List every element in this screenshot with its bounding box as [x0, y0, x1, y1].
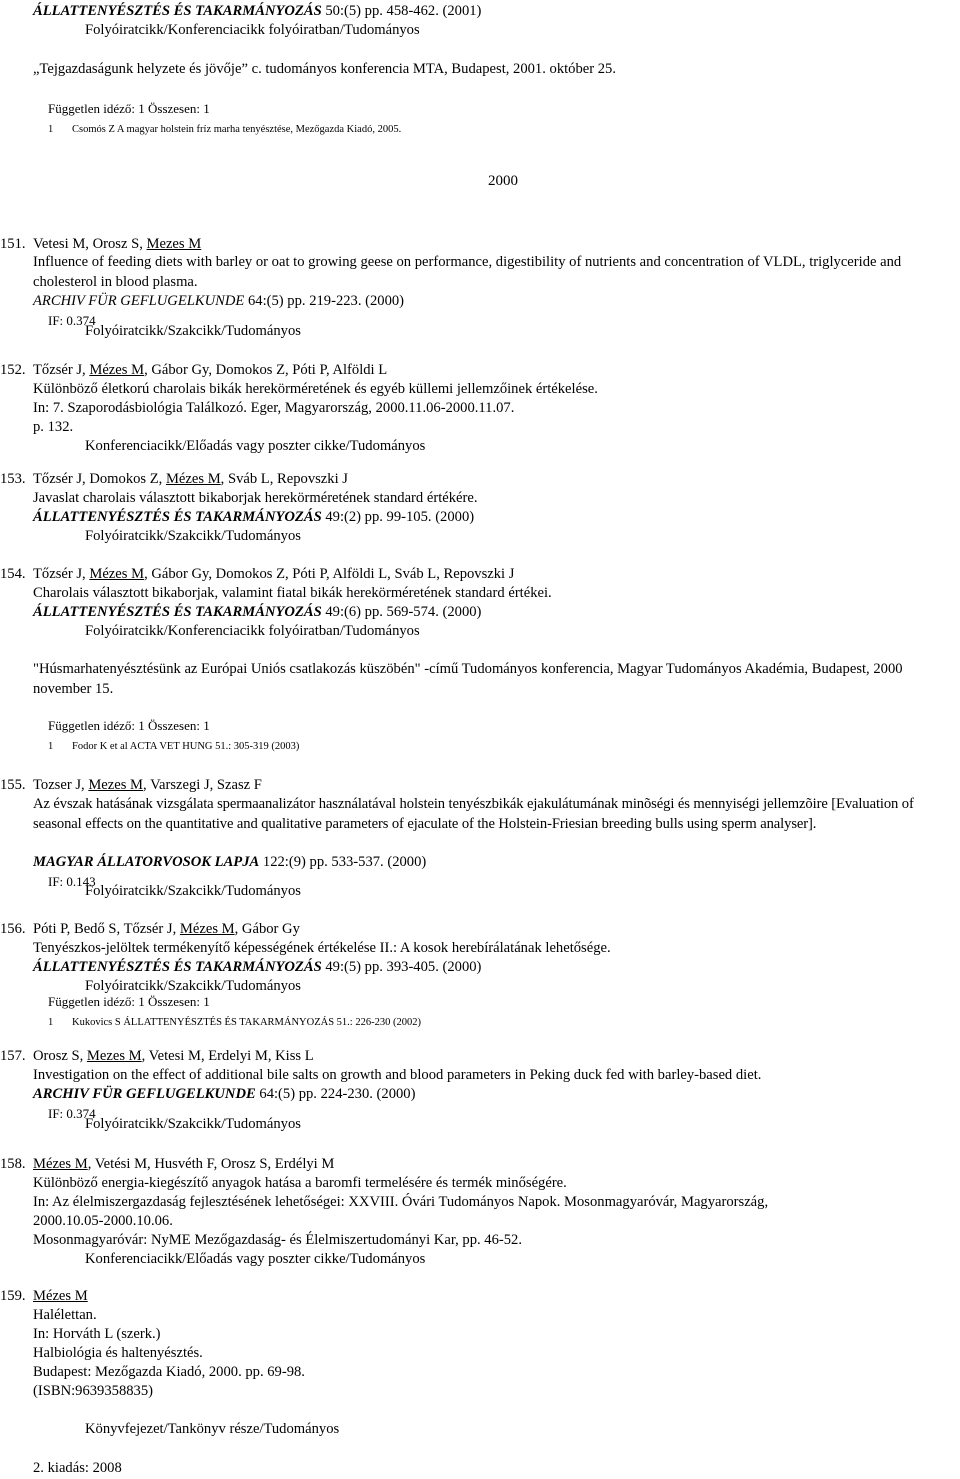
journal-line: ARCHIV FÜR GEFLUGELKUNDE 64:(5) pp. 224-230. (2000) [33, 1086, 416, 1102]
author-line: Mézes M, Vetési M, Husvéth F, Orosz S, Erdélyi M [33, 1156, 335, 1172]
entry-title: Az évszak hatásának vizsgálata spermaanalizátor használatával holstein tenyészbikák ejakulátumának minõségi és mennyiségi jellemzõire [Evaluation of seasonal effects on the quantitative and qualitative parameters of ejaculate of the Holstein-Friesian breeding bulls using sperm analyser]. [33, 796, 914, 832]
author-link[interactable]: Mezes M [146, 236, 202, 252]
isbn-line: (ISBN:9639358835) [33, 1383, 153, 1399]
date-line: 2000.10.05-2000.10.06. [33, 1213, 173, 1229]
source-line: In: Az élelmiszergazdaság fejlesztésének lehetőségei: XXVIII. Óvári Tudományos Napok. Mosonmagyaróvár, Magyarország, [33, 1194, 769, 1210]
journal-line: ÁLLATTENYÉSZTÉS ÉS TAKARMÁNYOZÁS 49:(5) pp. 393-405. (2000) [33, 959, 482, 975]
entry-title: Javaslat charolais választott bikaborjak herekörméretének standard értékére. [33, 490, 478, 506]
entry-number: 156. [0, 921, 26, 937]
author-link[interactable]: Mézes M [89, 566, 145, 582]
source-line: In: 7. Szaporodásbiológia Találkozó. Eger, Magyarország, 2000.11.06-2000.11.07. [33, 400, 515, 416]
author-link[interactable]: Mézes M [179, 921, 235, 937]
citation-header: Független idéző: 1 Összesen: 1 [48, 718, 210, 733]
publication-type: Folyóiratcikk/Konferenciacikk folyóiratban/Tudományos [85, 22, 420, 38]
journal-name: ÁLLATTENYÉSZTÉS ÉS TAKARMÁNYOZÁS [33, 3, 322, 19]
entry-title: Különböző energia-kiegészítő anyagok hatása a baromfi termelésére és termék minőségére. [33, 1175, 567, 1191]
journal-line: MAGYAR ÁLLATORVOSOK LAPJA 122:(9) pp. 533-537. (2000) [33, 854, 427, 870]
book-title: Halbiológia és haltenyésztés. [33, 1345, 203, 1361]
impact-factor: IF: 0.374 [48, 1106, 96, 1121]
author-line: Tozser J, Mezes M, Varszegi J, Szasz F [33, 777, 262, 793]
author-line: Tőzsér J, Mézes M, Gábor Gy, Domokos Z, Póti P, Alföldi L [33, 362, 388, 378]
pages-line: p. 132. [33, 419, 74, 435]
publication-type: Folyóiratcikk/Szakcikk/Tudományos [85, 1116, 301, 1132]
journal-line: ARCHIV FÜR GEFLUGELKUNDE 64:(5) pp. 219-223. (2000) [33, 293, 405, 309]
author-link[interactable]: Mézes M [33, 1156, 88, 1172]
author-line: Tőzsér J, Domokos Z, Mézes M, Sváb L, Repovszki J [33, 471, 348, 487]
publication-type: Folyóiratcikk/Szakcikk/Tudományos [85, 323, 301, 339]
citation-text: Fodor K et al ACTA VET HUNG 51.: 305-319 (2003) [72, 741, 300, 752]
publication-type: Folyóiratcikk/Szakcikk/Tudományos [85, 528, 301, 544]
publication-type: Könyvfejezet/Tankönyv része/Tudományos [85, 1421, 340, 1437]
entry-number: 152. [0, 362, 26, 378]
journal-line: ÁLLATTENYÉSZTÉS ÉS TAKARMÁNYOZÁS 50:(5) pp. 458-462. (2001) [33, 3, 482, 19]
author-line: Tőzsér J, Mézes M, Gábor Gy, Domokos Z, Póti P, Alföldi L, Sváb L, Repovszki J [33, 566, 515, 582]
conference-line: "Húsmarhatenyésztésünk az Európai Uniós csatlakozás küszöbén" -című Tudományos konferencia, Magyar Tudományos Akadémia, Budapest, 2000 november 15. [33, 661, 903, 697]
entry-number: 157. [0, 1048, 26, 1064]
author-link[interactable]: Mézes M [89, 362, 145, 378]
author-line [33, 1287, 88, 1307]
journal-name: ARCHIV FÜR GEFLUGELKUNDE [33, 1086, 256, 1102]
journal-name: ÁLLATTENYÉSZTÉS ÉS TAKARMÁNYOZÁS [33, 509, 322, 525]
entry-title: Influence of feeding diets with barley or oat to growing geese on performance, digestibility of nutrients and concentration of VLDL, triglyceride and cholesterol in blood plasma. [33, 254, 902, 290]
citation-header: Független idéző: 1 Összesen: 1 [48, 101, 210, 116]
entry-number: 158. [0, 1156, 26, 1172]
journal-name: ARCHIV FÜR GEFLUGELKUNDE [33, 293, 245, 309]
author-link[interactable]: Mezes M [86, 1048, 142, 1064]
publication-type: Folyóiratcikk/Szakcikk/Tudományos [85, 978, 301, 994]
year-heading: 2000 [488, 173, 518, 189]
entry-title: Különböző életkorú charolais bikák herekörméretének és egyéb küllemi jellemzőinek értékelése. [33, 381, 598, 397]
entry-number: 151. [0, 236, 26, 252]
entry-number: 153. [0, 471, 26, 487]
author-link[interactable]: Mézes M [33, 1288, 88, 1304]
entry-title: Tenyészkos-jelöltek termékenyítő képességének értékelése II.: A kosok herebírálatának lehetősége. [33, 940, 611, 956]
citation-text: Csomós Z A magyar holstein fríz marha tenyésztése, Mezőgazda Kiadó, 2005. [72, 124, 402, 135]
journal-name: ÁLLATTENYÉSZTÉS ÉS TAKARMÁNYOZÁS [33, 604, 322, 620]
citation-number: 1 [48, 124, 54, 135]
entry-title: Investigation on the effect of additional bile salts on growth and blood parameters in Peking duck fed with barley-based diet. [33, 1067, 762, 1083]
impact-factor: IF: 0.374 [48, 313, 96, 328]
journal-line: ÁLLATTENYÉSZTÉS ÉS TAKARMÁNYOZÁS 49:(6) pp. 569-574. (2000) [33, 604, 482, 620]
publication-type: Folyóiratcikk/Szakcikk/Tudományos [85, 883, 301, 899]
editor-line: In: Horváth L (szerk.) [33, 1326, 161, 1342]
publication-type: Konferenciacikk/Előadás vagy poszter cikke/Tudományos [85, 438, 426, 454]
publisher-line: Budapest: Mezőgazda Kiadó, 2000. pp. 69-98. [33, 1364, 305, 1380]
citation-header: Független idéző: 1 Összesen: 1 [48, 994, 210, 1009]
author-line: Póti P, Bedő S, Tőzsér J, Mézes M, Gábor Gy [33, 921, 300, 937]
entry-number: 154. [0, 566, 26, 582]
citation-number: 1 [48, 741, 54, 752]
journal-line: ÁLLATTENYÉSZTÉS ÉS TAKARMÁNYOZÁS 49:(2) pp. 99-105. (2000) [33, 509, 475, 525]
entry-number: 155. [0, 777, 26, 793]
citation-text: Kukovics S ÁLLATTENYÉSZTÉS ÉS TAKARMÁNYOZÁS 51.: 226-230 (2002) [72, 1017, 421, 1028]
edition-line: 2. kiadás: 2008 [33, 1460, 122, 1476]
entry-title: Charolais választott bikaborjak, valamint fiatal bikák herekörméretének standard értékei. [33, 585, 552, 601]
publication-type: Folyóiratcikk/Konferenciacikk folyóiratban/Tudományos [85, 623, 420, 639]
author-link[interactable]: Mezes M [88, 777, 144, 793]
author-line: Orosz S, Mezes M, Vetesi M, Erdelyi M, Kiss L [33, 1048, 314, 1064]
publication-type: Konferenciacikk/Előadás vagy poszter cikke/Tudományos [85, 1251, 426, 1267]
author-link[interactable]: Mézes M [165, 471, 221, 487]
entry-title: Halélettan. [33, 1307, 97, 1323]
citation-number: 1 [48, 1017, 54, 1028]
author-line: Vetesi M, Orosz S, Mezes M [33, 236, 202, 252]
impact-factor: IF: 0.143 [48, 874, 96, 889]
journal-name: ÁLLATTENYÉSZTÉS ÉS TAKARMÁNYOZÁS [33, 959, 322, 975]
publisher-line: Mosonmagyaróvár: NyME Mezőgazdaság- és Élelmiszertudományi Kar, pp. 46-52. [33, 1232, 522, 1248]
journal-name: MAGYAR ÁLLATORVOSOK LAPJA [33, 854, 260, 870]
conference-line: „Tejgazdaságunk helyzete és jövője” c. tudományos konferencia MTA, Budapest, 2001. október 25. [33, 61, 617, 77]
entry-number: 159. [0, 1288, 26, 1304]
